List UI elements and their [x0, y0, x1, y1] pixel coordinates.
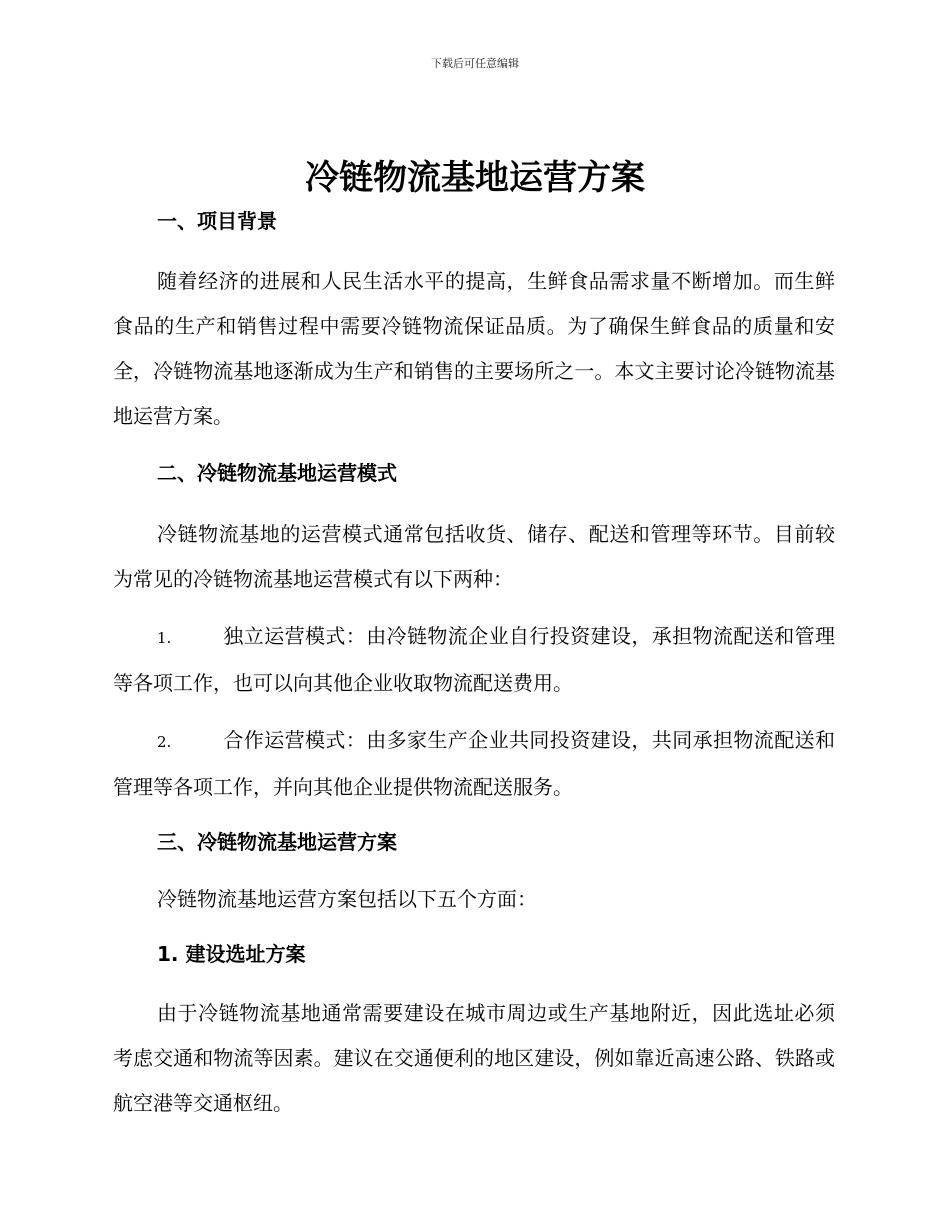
- list-item: [113, 718, 835, 810]
- paragraph-site: 由于冷链物流基地通常需要建设在城市周边或生产基地附近，因此选址必须考虑交通和物流等因素。建议在交通便利的地区建设，例如靠近高速公路、铁路或航空港等交通枢纽。: [113, 1001, 835, 1115]
- list-number: 2.: [157, 733, 172, 751]
- section-heading-plan: 三、冷链物流基地运营方案: [157, 830, 397, 854]
- subsection-heading-site: 1. 建设选址方案: [157, 942, 306, 966]
- paragraph-plan: 冷链物流基地运营方案包括以下五个方面：: [157, 887, 537, 911]
- document-title: 冷链物流基地运营方案: [305, 158, 645, 198]
- paragraph-background: 随着经济的进展和人民生活水平的提高，生鲜食品需求量不断增加。而生鲜食品的生产和销售过程中需要冷链物流保证品质。为了确保生鲜食品的质量和安全，冷链物流基地逐渐成为生产和销售的主要场所之一。本文主要讨论冷链物流基地运营方案。: [113, 269, 835, 428]
- list-item-text: 合作运营模式：由多家生产企业共同投资建设，共同承担物流配送和管理等各项工作，并向其他企业提供物流配送服务。: [113, 728, 835, 799]
- header-note: 下载后可任意编辑: [431, 57, 519, 70]
- section-heading-background: 一、项目背景: [157, 209, 277, 233]
- list-item-text: 独立运营模式：由冷链物流企业自行投资建设，承担物流配送和管理等各项工作，也可以向其他企业收取物流配送费用。: [113, 624, 835, 695]
- paragraph-mode: 冷链物流基地的运营模式通常包括收货、储存、配送和管理等环节。目前较为常见的冷链物流基地运营模式有以下两种：: [113, 522, 835, 591]
- list-item: [113, 614, 835, 706]
- section-heading-mode: 二、冷链物流基地运营模式: [157, 461, 397, 485]
- document-body: [113, 205, 835, 1126]
- list-number: 1.: [157, 629, 172, 647]
